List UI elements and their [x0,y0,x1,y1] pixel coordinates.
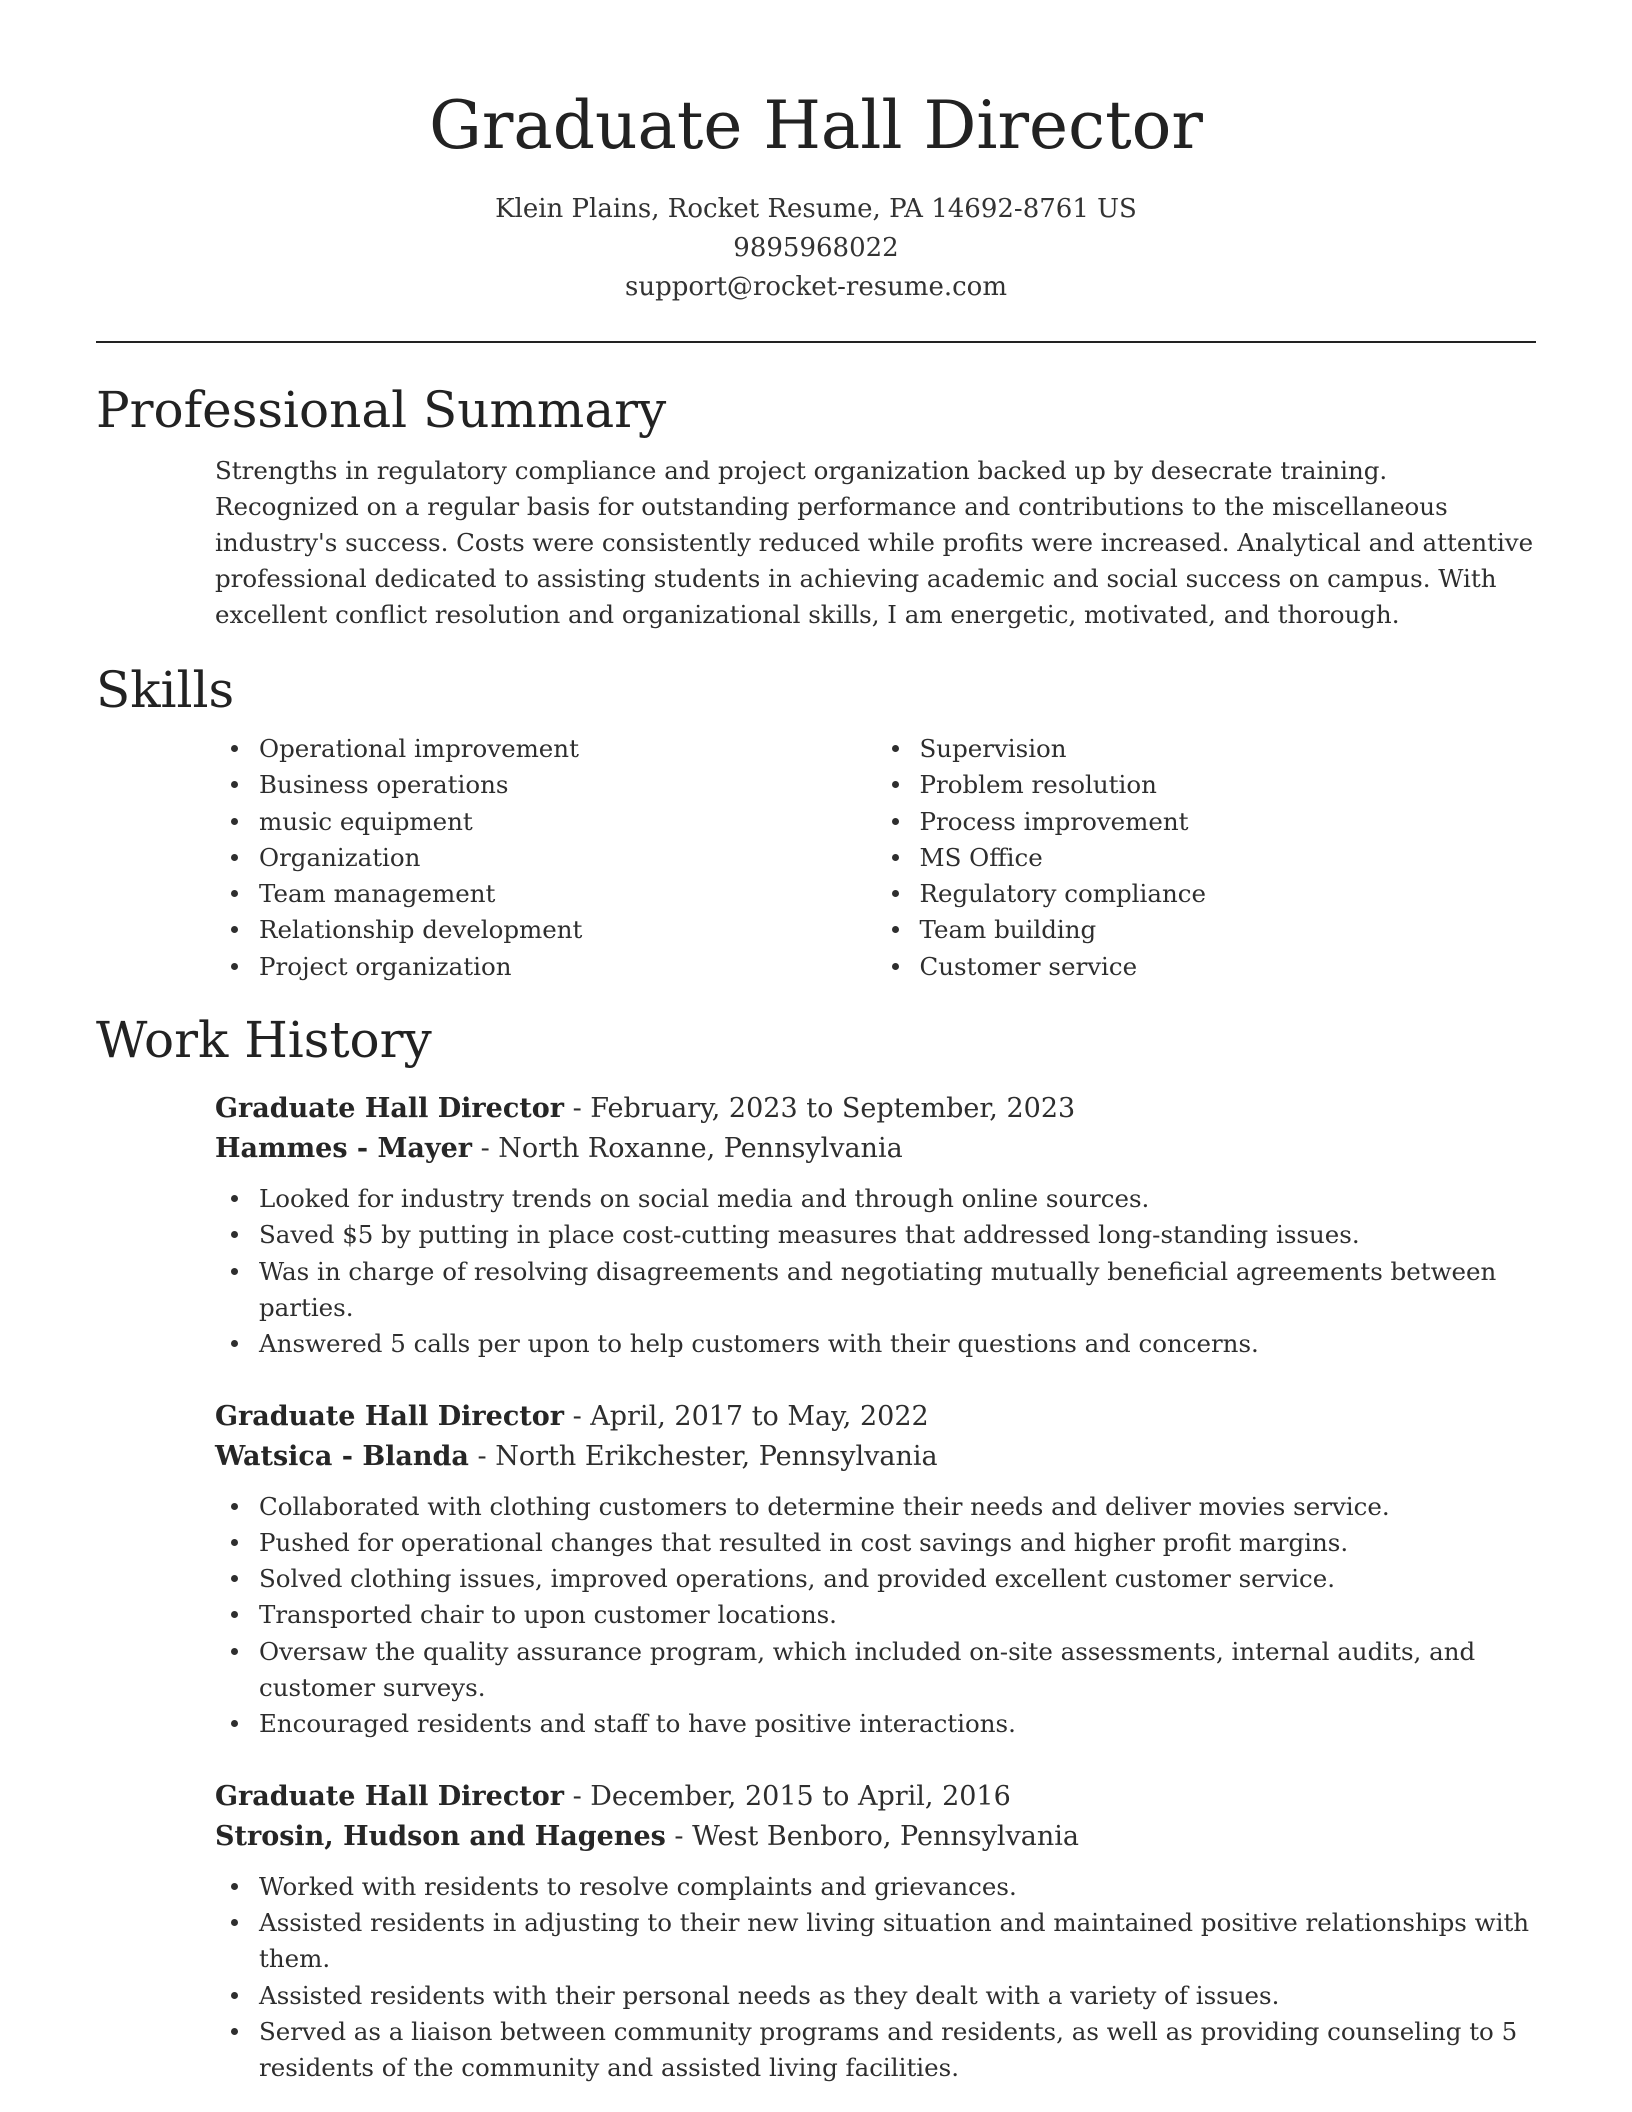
job-employer-line [215,1817,1536,1857]
duty-item: Collaborated with clothing customers to determine their needs and deliver movies service. [259,1489,1536,1525]
job-title-line [215,1089,1536,1129]
skills-heading: Skills [96,661,235,719]
header-divider [96,341,1536,343]
duty-item: Assisted residents in adjusting to their new living situation and maintained positive relationships with them. [259,1905,1536,1978]
job-company: Hammes - Mayer [215,1133,473,1165]
skill-item: Business operations [259,767,876,803]
job-entry [215,1777,1536,2087]
job-title-line [215,1777,1536,1817]
skill-item: Team building [920,912,1537,948]
skills-column-left [215,731,876,985]
contact-address: Klein Plains, Rocket Resume, PA 14692-8761 US [495,194,1137,224]
summary-section [96,379,1536,633]
job-entry [215,1089,1536,1362]
job-dates: - February, 2023 to September, 2023 [563,1093,1076,1125]
work-history-section [96,1009,1536,2086]
job-dates: - December, 2015 to April, 2016 [563,1780,1011,1812]
job-role: Graduate Hall Director [215,1093,564,1125]
job-employer-line [215,1437,1536,1477]
skills-column-right [876,731,1537,985]
duty-item: Answered 5 calls per upon to help customers with their questions and concerns. [259,1326,1536,1362]
job-dates: - April, 2017 to May, 2022 [563,1400,929,1432]
duty-item: Looked for industry trends on social media and through online sources. [259,1181,1536,1217]
job-duties [215,1869,1536,2087]
job-location: - North Roxanne, Pennsylvania [472,1133,903,1165]
skill-item: MS Office [920,840,1537,876]
duty-item: Served as a liaison between community programs and residents, as well as providing counseling to 5 residents of the community and assisted living facilities. [259,2014,1536,2087]
skill-item: Problem resolution [920,767,1537,803]
job-company: Strosin, Hudson and Hagenes [215,1820,666,1852]
duty-item: Was in charge of resolving disagreements and negotiating mutually beneficial agreements between parties. [259,1254,1536,1327]
work-history-heading: Work History [96,1011,432,1070]
duty-item: Pushed for operational changes that resulted in cost savings and higher profit margins. [259,1525,1536,1561]
skill-item: Relationship development [259,912,876,948]
duty-item: Solved clothing issues, improved operations, and provided excellent customer service. [259,1561,1536,1597]
duty-item: Worked with residents to resolve complaints and grievances. [259,1869,1536,1905]
duty-item: Encouraged residents and staff to have positive interactions. [259,1706,1536,1742]
skill-item: Process improvement [920,804,1537,840]
job-role: Graduate Hall Director [215,1780,564,1812]
skill-item: Project organization [259,949,876,985]
job-company: Watsica - Blanda [215,1440,469,1472]
contact-block [96,190,1536,307]
job-location: - North Erikchester, Pennsylvania [468,1440,938,1472]
skill-item: Customer service [920,949,1537,985]
job-role: Graduate Hall Director [215,1400,564,1432]
skill-item: music equipment [259,804,876,840]
summary-text: Strengths in regulatory compliance and project organization backed up by desecrate training. Recognized on a regular basis for outstanding performance and contributions to the miscellaneous industry's success. Costs were consistently reduced while profits were increased. Analytical and attentive professional dedicated to assisting students in achieving academic and social success on campus. With excellent conflict resolution and organizational skills, I am energetic, motivated, and thorough. [215,456,1534,629]
skill-item: Team management [259,876,876,912]
skills-section [96,659,1536,985]
job-duties [215,1181,1536,1362]
job-title-line [215,1397,1536,1437]
skill-item: Regulatory compliance [920,876,1537,912]
candidate-name: Graduate Hall Director [429,87,1203,164]
skill-item: Supervision [920,731,1537,767]
job-employer-line [215,1129,1536,1169]
contact-email: support@rocket-resume.com [624,272,1007,302]
job-duties [215,1489,1536,1743]
summary-heading: Professional Summary [96,381,667,439]
duty-item: Transported chair to upon customer locations. [259,1597,1536,1633]
duty-item: Saved $5 by putting in place cost-cutting measures that addressed long-standing issues. [259,1217,1536,1253]
job-entry [215,1397,1536,1743]
job-location: - West Benboro, Pennsylvania [665,1820,1079,1852]
contact-phone: 9895968022 [733,233,899,263]
skill-item: Organization [259,840,876,876]
duty-item: Assisted residents with their personal needs as they dealt with a variety of issues. [259,1978,1536,2014]
skill-item: Operational improvement [259,731,876,767]
duty-item: Oversaw the quality assurance program, which included on-site assessments, internal audits, and customer surveys. [259,1634,1536,1707]
resume-header [96,0,1536,307]
skills-grid [215,731,1536,985]
